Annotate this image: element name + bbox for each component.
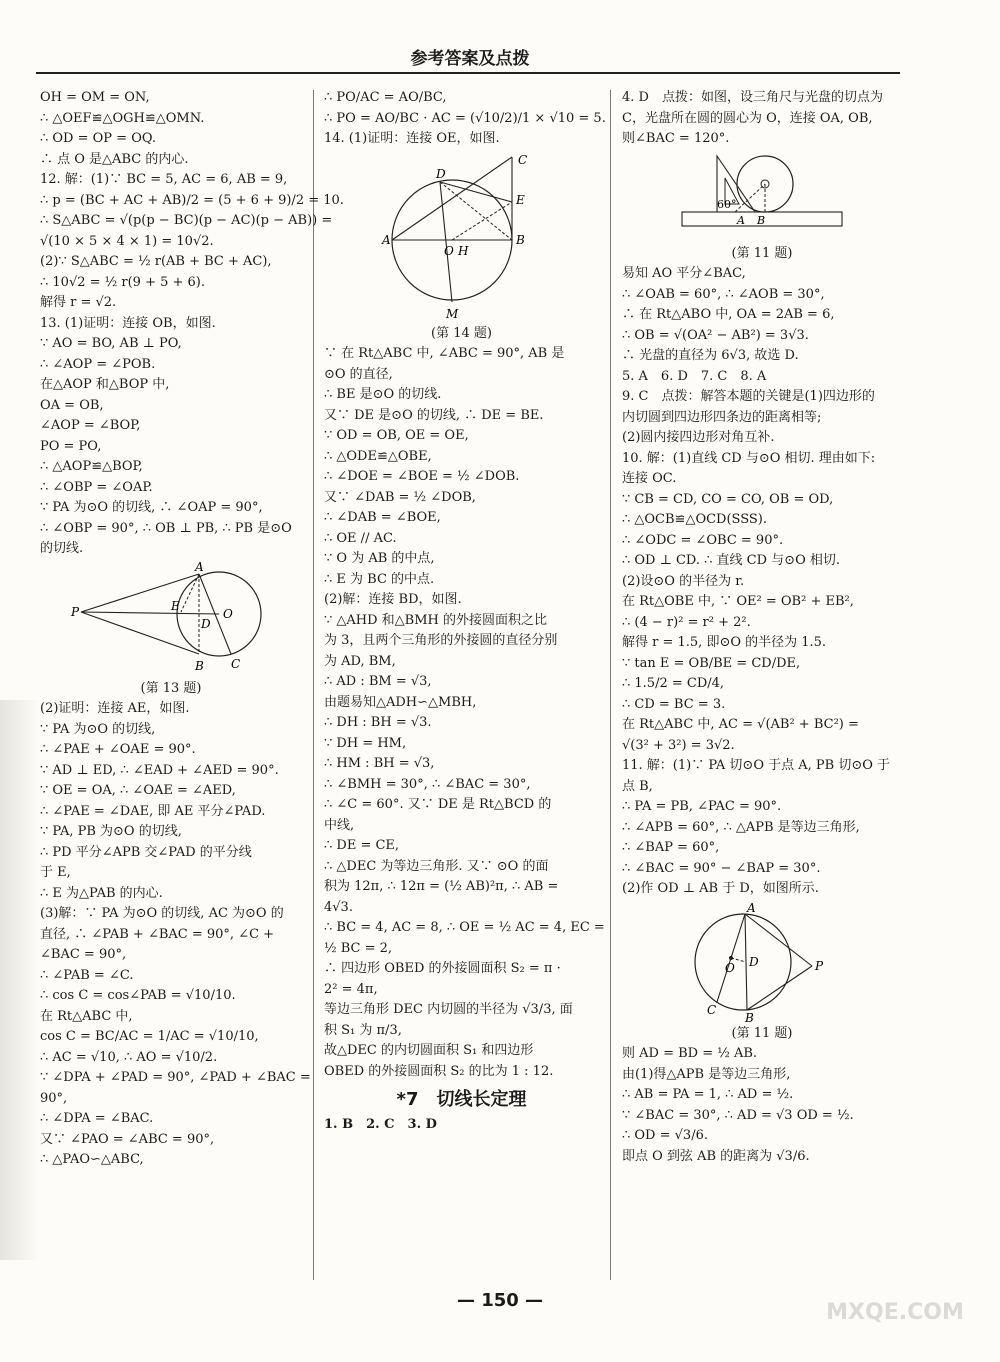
text-line: ∵ CB = CD, CO = CO, OB = OD,: [622, 491, 834, 507]
column-3-lines-2: [622, 264, 902, 900]
text-line: 9. C 点拨：解答本题的关键是(1)四边形的: [622, 389, 875, 404]
text-line: 90°,: [40, 1090, 68, 1106]
answer-line: 1. B 2. C 3. D: [324, 1116, 437, 1132]
text-line: 又∵ DE 是⊙O 的切线, ∴ DE = BE.: [324, 407, 544, 423]
text-line: ∴ △ODE≌△OBE,: [324, 448, 432, 464]
text-line: 在 Rt△ABC 中,: [40, 1008, 133, 1024]
text-line: 直径, ∴ ∠PAB + ∠BAC = 90°, ∠C +: [40, 926, 275, 942]
text-line: 在△AOP 和△BOP 中,: [40, 377, 170, 392]
fig14-label: M: [445, 306, 458, 321]
figure-13: [71, 559, 271, 677]
fig11-label: A: [747, 900, 756, 915]
text-line: √(10 × 5 × 4 × 1) = 10√2.: [40, 233, 214, 249]
text-line: ∴ p = (BC + AC + AB)/2 = (5 + 6 + 9)/2 = 10.: [40, 192, 344, 208]
fig4-label: 60°: [717, 197, 737, 211]
fig14-label: A: [381, 232, 391, 247]
figure-4: [677, 152, 847, 242]
fig13-label: P: [71, 604, 80, 619]
text-line: ∴ ∠BAC = 90° − ∠BAP = 30°.: [622, 860, 821, 876]
text-line: 5. A 6. D 7. C 8. A: [622, 368, 767, 384]
text-line: ∵ PA 为⊙O 的切线, ∴ ∠OAP = 90°,: [40, 500, 263, 515]
page-number: — 150 —: [456, 1290, 544, 1311]
fig11-label: O: [725, 960, 735, 975]
figure-13-caption: (第 13 题): [140, 680, 202, 696]
text-line: (2)∵ S△ABC = ½ r(AB + BC + AC),: [40, 254, 272, 269]
text-line: ∴ DE = CE,: [324, 838, 400, 853]
text-line: 连接 OC.: [622, 471, 677, 486]
text-line: ∴ ∠OAB = 60°, ∴ ∠AOB = 30°,: [622, 286, 825, 302]
text-line: ∴ 光盘的直径为 6√3, 故选 D.: [622, 348, 799, 363]
text-line: 解得 r = 1.5, 即⊙O 的半径为 1.5.: [622, 635, 827, 650]
text-line: (2)圆内接四边形对角互补.: [622, 430, 775, 445]
text-line: ∴ AC = √10, ∴ AO = √10/2.: [40, 1049, 218, 1065]
fig11-label: P: [815, 958, 824, 973]
text-line: ∴ cos C = cos∠PAB = √10/10.: [40, 988, 236, 1003]
text-line: ∴ PO = AO/BC · AC = (√10/2)/1 × √10 = 5.: [324, 110, 606, 126]
text-line: 故△DEC 的内切圆面积 S₁ 和四边形: [324, 1043, 534, 1058]
text-line: ∴ OD ⊥ CD. ∴ 直线 CD 与⊙O 相切.: [622, 553, 840, 568]
text-line: ∵ ∠BAC = 30°, ∴ AD = √3 OD = ½.: [622, 1107, 854, 1123]
text-line: 解得 r = √2.: [40, 295, 117, 310]
text-line: ∴ ∠BMH = 30°, ∴ ∠BAC = 30°,: [324, 776, 531, 792]
text-line: 积 S₁ 为 π/3,: [324, 1022, 402, 1038]
text-line: ∴ ∠BAP = 60°,: [622, 840, 720, 855]
column-2-lines-2: [324, 344, 605, 1082]
text-line: 又∵ ∠DAB = ½ ∠DOB,: [324, 489, 476, 505]
text-line: ⊙O 的直径,: [324, 366, 393, 382]
fig13-label: E: [171, 598, 180, 613]
text-line: ∴ △DEC 为等边三角形. 又∵ ⊙O 的面: [324, 858, 549, 874]
text-line: 4. D 点拨：如图，设三角尺与光盘的切点为: [622, 90, 883, 105]
fig13-label: A: [195, 559, 204, 574]
text-line: 为 AD, BM,: [324, 653, 396, 669]
text-line: √(3² + 3²) = 3√2.: [622, 737, 735, 753]
text-line: ∴ PD 平分∠APB 交∠PAD 的平分线: [40, 844, 252, 860]
column-3-lines: [622, 88, 902, 150]
text-line: ∴ BE 是⊙O 的切线.: [324, 387, 442, 402]
text-line: ∴ △OCB≌△OCD(SSS).: [622, 512, 768, 527]
text-line: ∴ AB = PA = 1, ∴ AD = ½.: [622, 1087, 794, 1102]
column-divider: [610, 90, 611, 1280]
text-line: ∵ △AHD 和△BMH 的外接圆面积之比: [324, 612, 548, 628]
figure-14-caption: (第 14 题): [431, 325, 492, 341]
text-line: ∴ 1.5/2 = CD/4,: [622, 676, 725, 691]
text-line: 由题易知△ADH∽△MBH,: [324, 694, 477, 710]
fig4-label: B: [757, 213, 766, 227]
column-2-lines: [324, 88, 606, 150]
text-line: ∴ DH : BH = √3.: [324, 715, 432, 730]
fig11-label: D: [749, 954, 759, 969]
text-line: 易知 AO 平分∠BAC,: [622, 266, 746, 281]
figure-14: [382, 152, 542, 322]
text-line: 即点 O 到弦 AB 的距离为 √3/6.: [622, 1148, 810, 1164]
fig14-label: E: [515, 192, 525, 207]
text-line: 为 3，且两个三角形的外接圆的直径分别: [324, 633, 558, 648]
text-line: 又∵ ∠PAO = ∠ABC = 90°,: [40, 1131, 215, 1147]
text-line: ∴ 在 Rt△ABO 中, OA = 2AB = 6,: [622, 307, 835, 322]
fig14-label: B: [515, 232, 525, 247]
fig14-label: H: [457, 243, 468, 258]
text-line: OA = OB,: [40, 397, 104, 413]
text-line: ∴ ∠ODC = ∠OBC = 90°.: [622, 532, 784, 548]
text-line: ∴ E 为△PAB 的内心.: [40, 885, 163, 901]
fig11-label: B: [745, 1010, 754, 1025]
text-line: ∴ ∠OBP = 90°, ∴ OB ⊥ PB, ∴ PB 是⊙O: [40, 520, 292, 536]
text-line: ∵ 在 Rt△ABC 中, ∠ABC = 90°, AB 是: [324, 346, 565, 361]
text-line: ∴ OD = OP = OQ.: [40, 131, 157, 146]
text-line: ∴ △OEF≌△OGH≌△OMN.: [40, 110, 205, 126]
column-2: [324, 88, 606, 1135]
header-rule: [36, 72, 900, 74]
text-line: 内切圆到四边形四条边的距离相等;: [622, 409, 822, 425]
column-1-lines-2: [40, 699, 311, 1171]
text-line: (2)证明：连接 AE，如图.: [40, 701, 190, 716]
text-line: ∴ 点 O 是△ABC 的内心.: [40, 151, 189, 167]
text-line: 13. (1)证明：连接 OB，如图.: [40, 315, 216, 331]
fig13-label: C: [231, 656, 241, 671]
text-line: ∴ PO/AC = AO/BC,: [324, 90, 447, 105]
text-line: (2)作 OD ⊥ AB 于 D，如图所示.: [622, 881, 819, 896]
figure-4-caption: (第 11 题): [731, 245, 793, 261]
fig13-label: B: [195, 658, 204, 673]
left-margin-decoration: [0, 700, 40, 1260]
text-line: ∴ ∠PAB = ∠C.: [40, 967, 134, 983]
text-line: ∴ ∠C = 60°. 又∵ DE 是 Rt△BCD 的: [324, 797, 552, 812]
text-line: ∵ AD ⊥ ED, ∴ ∠EAD + ∠AED = 90°.: [40, 762, 279, 778]
text-line: ∴ ∠DOE = ∠BOE = ½ ∠DOB.: [324, 469, 520, 484]
text-line: ∴ OD = √3/6.: [622, 1128, 708, 1143]
text-line: ∴ ∠PAE = ∠DAE, 即 AE 平分∠PAD.: [40, 803, 266, 819]
text-line: OH = OM = ON,: [40, 90, 150, 105]
text-line: ∴ ∠AOP = ∠POB.: [40, 356, 156, 372]
text-line: ∵ DH = HM,: [324, 735, 407, 751]
column-divider: [313, 90, 314, 1280]
text-line: ∴ BC = 4, AC = 8, ∴ OE = ½ AC = 4, EC =: [324, 920, 605, 935]
column-1-lines: [40, 88, 344, 560]
text-line: ∴ ∠DAB = ∠BOE,: [324, 510, 441, 525]
text-line: ∠AOP = ∠BOP,: [40, 418, 141, 433]
text-line: ∴ ∠OBP = ∠OAP.: [40, 479, 153, 495]
fig13-label: D: [201, 616, 211, 631]
text-line: ∴ 四边形 OBED 的外接圆面积 S₂ = π ·: [324, 961, 561, 976]
text-line: ∴ HM : BH = √3,: [324, 756, 435, 771]
text-line: PO = PO,: [40, 438, 102, 454]
text-line: 2² = 4π,: [324, 981, 378, 997]
text-line: ∴ △PAO∽△ABC,: [40, 1152, 144, 1167]
text-line: ∵ OE = OA, ∴ ∠OAE = ∠AED,: [40, 783, 236, 798]
text-line: ∴ △AOP≌△BOP,: [40, 459, 143, 474]
text-line: 于 E,: [40, 865, 71, 880]
text-line: 14. (1)证明：连接 OE，如图.: [324, 131, 500, 146]
text-line: 由(1)得△APB 是等边三角形,: [622, 1066, 791, 1082]
text-line: 11. 解：(1)∵ PA 切⊙O 于点 A, PB 切⊙O 于: [622, 758, 891, 773]
fig14-label: D: [435, 166, 446, 181]
text-line: ∵ OD = OB, OE = OE,: [324, 428, 469, 443]
text-line: 10. 解：(1)直线 CD 与⊙O 相切. 理由如下:: [622, 450, 876, 466]
column-3-lines-3: [622, 1044, 902, 1167]
text-line: ∴ 10√2 = ½ r(9 + 5 + 6).: [40, 274, 206, 290]
text-line: ∴ E 为 BC 的中点.: [324, 571, 435, 587]
text-line: 在 Rt△OBE 中, ∵ OE² = OB² + EB²,: [622, 594, 854, 609]
text-line: 12. 解：(1)∵ BC = 5, AC = 6, AB = 9,: [40, 172, 288, 187]
section-title: *7 切线长定理: [396, 1089, 527, 1110]
text-line: C，光盘所在圆的圆心为 O，连接 OA, OB,: [622, 110, 873, 126]
column-3: [622, 88, 902, 1167]
text-line: 在 Rt△ABC 中, AC = √(AB² + BC²) =: [622, 717, 859, 732]
text-line: OBED 的外接圆面积 S₂ 的比为 1 : 12.: [324, 1063, 554, 1079]
fig14-label: C: [517, 152, 527, 167]
figure-11: [677, 900, 847, 1025]
text-line: 则∠BAC = 120°.: [622, 131, 730, 146]
text-line: ∴ S△ABC = √(p(p − BC)(p − AC)(p − AB)) =: [40, 213, 333, 228]
text-line: ½ BC = 2,: [324, 940, 393, 956]
text-line: ∴ ∠APB = 60°, ∴ △APB 是等边三角形,: [622, 819, 860, 835]
text-line: ∵ ∠DPA + ∠PAD = 90°, ∠PAD + ∠BAC =: [40, 1070, 311, 1085]
text-line: 则 AD = BD = ½ AB.: [622, 1046, 758, 1061]
text-line: (3)解：∵ PA 为⊙O 的切线, AC 为⊙O 的: [40, 906, 284, 921]
text-line: 的切线.: [40, 541, 84, 556]
text-line: cos C = BC/AC = 1/AC = √10/10,: [40, 1029, 259, 1044]
text-line: ∴ PA = PB, ∠PAC = 90°.: [622, 799, 782, 814]
text-line: ∠BAC = 90°,: [40, 947, 127, 962]
watermark: MXQE.COM: [826, 1300, 964, 1325]
text-line: ∴ CD = BC = 3.: [622, 696, 726, 712]
text-line: 等边三角形 DEC 内切圆的半径为 √3/3, 面: [324, 1002, 573, 1017]
text-line: 4√3.: [324, 899, 353, 915]
text-line: 中线,: [324, 817, 355, 833]
text-line: (2)设⊙O 的半径为 r.: [622, 573, 745, 589]
fig14-label: O: [443, 243, 454, 258]
figure-11-caption: (第 11 题): [731, 1025, 793, 1041]
text-line: ∵ PA, PB 为⊙O 的切线,: [40, 824, 182, 839]
text-line: ∴ ∠PAE + ∠OAE = 90°.: [40, 742, 196, 757]
text-line: ∵ AO = BO, AB ⊥ PO,: [40, 336, 182, 351]
text-line: ∴ OE // AC.: [324, 530, 397, 546]
fig4-label: A: [737, 213, 745, 227]
text-line: ∵ PA 为⊙O 的切线,: [40, 721, 156, 737]
page-header: 参考答案及点拨: [410, 49, 530, 69]
text-line: 积为 12π, ∴ 12π = (½ AB)²π, ∴ AB =: [324, 879, 559, 894]
text-line: ∵ O 为 AB 的中点,: [324, 551, 435, 566]
text-line: ∴ AD : BM = √3,: [324, 674, 432, 689]
fig11-label: C: [707, 1002, 717, 1017]
text-line: 点 B,: [622, 778, 653, 794]
text-line: ∴ OB = √(OA² − AB²) = 3√3.: [622, 327, 809, 343]
text-line: ∴ (4 − r)² = r² + 2².: [622, 614, 751, 630]
text-line: ∵ tan E = OB/BE = CD/DE,: [622, 655, 801, 671]
text-line: (2)解：连接 BD，如图.: [324, 592, 462, 607]
fig13-label: O: [223, 606, 233, 621]
text-line: ∴ ∠DPA = ∠BAC.: [40, 1111, 154, 1126]
